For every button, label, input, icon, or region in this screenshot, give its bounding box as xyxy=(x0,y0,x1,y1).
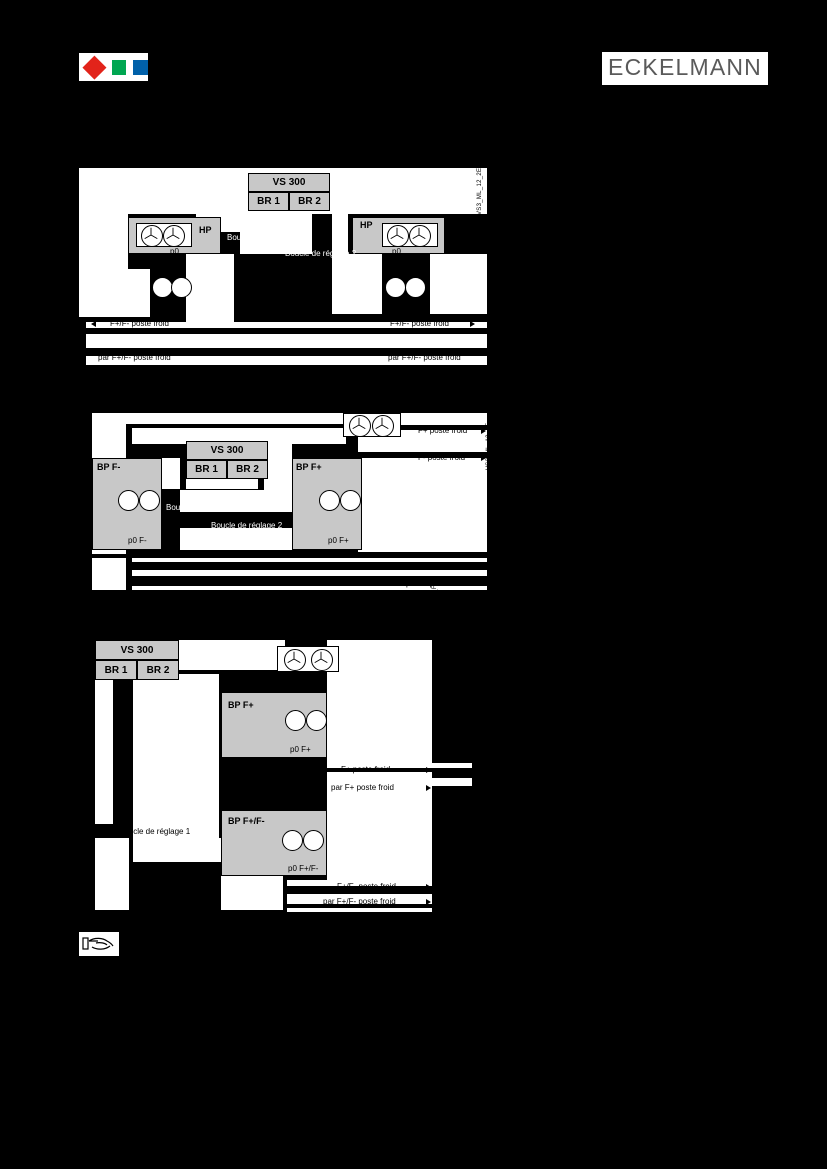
fig3-controller-port-br1: BR 1 xyxy=(95,660,137,680)
fig1-loop-2-label: Boucle de réglage 2 xyxy=(285,249,357,258)
fig1-controller-port-br2: BR 2 xyxy=(289,192,330,211)
fig1-loop-1-label: Boucle de réglage 1 xyxy=(227,233,299,242)
fig3-output-4: par F+/F- poste froid xyxy=(323,897,396,906)
fig3-cut xyxy=(95,838,129,910)
fig2-side-code: VS3_ML_12_1E xyxy=(486,422,492,470)
fig2-controller-port-br1: BR 1 xyxy=(186,460,227,479)
fig2-controller-title: VS 300 xyxy=(186,441,268,460)
fig1-p0-left: p0 xyxy=(170,247,179,256)
fig2-output-2: F- poste froid xyxy=(418,453,466,462)
fig3-loop-2-label: Boucle de réglage 2 xyxy=(140,725,212,734)
fig3-controller-title: VS 300 xyxy=(95,640,179,660)
fig1-output-4: par F+/F- poste froid xyxy=(388,353,461,362)
fig3-fan-icon xyxy=(311,649,333,671)
fig3-arrow-icon xyxy=(426,899,431,905)
fig2-output-4: par F- poste froid xyxy=(406,579,467,588)
fig1-controller-title: VS 300 xyxy=(248,173,330,192)
fig3-group-bp-f-plus-label: BP F+ xyxy=(228,700,254,710)
fig3-controller-port-br2: BR 2 xyxy=(137,660,179,680)
fig3-cut xyxy=(133,674,219,824)
fig2-group-bp-f-plus-label: BP F+ xyxy=(296,462,322,472)
fig1-output-3: F+/F- poste froid xyxy=(390,319,449,328)
fig2-group-bp-f-minus-label: BP F- xyxy=(97,462,121,472)
fig3-p0-f-plus: p0 F+ xyxy=(290,745,311,754)
fig2-p0-left: p0 F- xyxy=(128,536,147,545)
fig1-group-hp-right-label: HP xyxy=(360,220,373,230)
fig2-controller-port-br2: BR 2 xyxy=(227,460,268,479)
fig1-p0-right: p0 xyxy=(392,247,401,256)
fig3-cut xyxy=(327,640,432,763)
fig3-compressor-icon xyxy=(282,830,303,851)
fig3-side-code: VS3_ML_12_3E_F xyxy=(432,585,438,640)
fig2-p0-right: p0 F+ xyxy=(328,536,349,545)
fig1-output-2: par F+/F- poste froid xyxy=(98,353,171,362)
fig3-output-2: par F+ poste froid xyxy=(331,783,394,792)
fig3-group-bp-f-plus-minus-label: BP F+/F- xyxy=(228,816,265,826)
fig3-loop-1-label: Boucle de réglage 1 xyxy=(119,827,191,836)
fig2-output-3: par F+ poste froid xyxy=(410,561,473,570)
fig3-compressor-icon xyxy=(285,710,306,731)
fig3-arrow-icon xyxy=(426,767,431,773)
brand-title: ECKELMANN xyxy=(602,52,768,85)
fig3-arrow-icon xyxy=(426,785,431,791)
pointing-hand-icon xyxy=(79,932,119,956)
fig1-side-code: VS3_ML_12_2E xyxy=(477,167,483,215)
fig1-output-1: F+/F- poste froid xyxy=(110,319,169,328)
fig3-compressor-icon xyxy=(306,710,327,731)
fig3-output-1: F+ poste froid xyxy=(341,765,391,774)
fig3-p0-f-plus-minus: p0 F+/F- xyxy=(288,864,319,873)
fig1-controller-port-br1: BR 1 xyxy=(248,192,289,211)
fig3-cut xyxy=(287,908,432,912)
fig3-cut xyxy=(95,674,113,824)
fig2-output-1: F+ poste froid xyxy=(418,426,468,435)
fig3-output-3: F+/F- poste froid xyxy=(337,882,396,891)
fig3-arrow-icon xyxy=(426,884,431,890)
fig1-group-hp-left-label: HP xyxy=(199,225,212,235)
fig3-fan-icon xyxy=(284,649,306,671)
fig2-loop-1-label: Boucle de réglage 1 xyxy=(166,503,238,512)
fig3-compressor-icon xyxy=(303,830,324,851)
fig2-loop-2-label: Boucle de réglage 2 xyxy=(211,521,283,530)
